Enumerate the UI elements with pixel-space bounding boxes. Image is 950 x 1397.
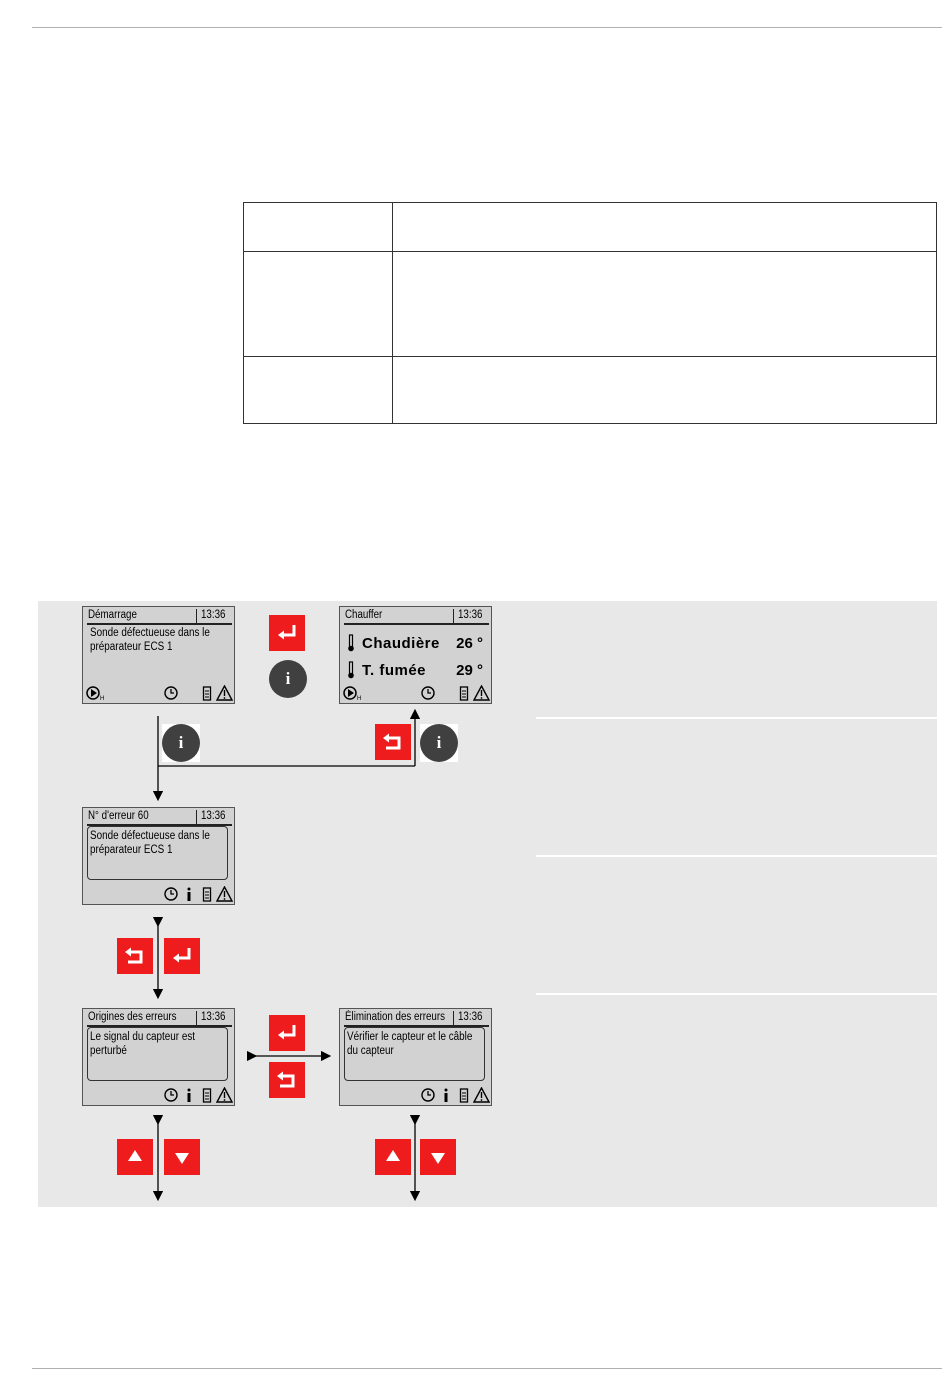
clock-icon [164, 685, 178, 701]
divider [453, 1011, 454, 1026]
screen-message: Le signal du capteur est perturbé [90, 1031, 196, 1057]
enter-icon [269, 615, 305, 651]
enter-button[interactable] [269, 1015, 305, 1051]
back-button[interactable] [117, 938, 153, 974]
screen-title: Élimination des erreurs [345, 1011, 445, 1023]
screen-message: Sonde défectueuse dans le préparateur ECS 1 [90, 627, 210, 653]
up-button[interactable] [117, 1139, 153, 1175]
battery-icon [202, 1087, 212, 1103]
boiler-label: Chaudière [362, 635, 440, 652]
arrow-up-icon [375, 1139, 411, 1175]
battery-icon [459, 685, 469, 701]
flue-temp-label: T. fumée [362, 662, 427, 679]
battery-icon [459, 1087, 469, 1103]
warning-icon [216, 886, 233, 902]
screen-title: Chauffer [345, 609, 383, 621]
info-icon: i [436, 733, 442, 752]
enter-icon [269, 1015, 305, 1051]
info-icon: i [285, 669, 291, 688]
screen-time: 13:36 [201, 810, 226, 822]
arrow-down-icon [164, 1139, 200, 1175]
divider [196, 1011, 197, 1026]
enter-icon [164, 938, 200, 974]
back-icon [269, 1062, 305, 1098]
clock-icon [421, 685, 435, 701]
divider [87, 623, 232, 625]
status-icons [340, 1087, 491, 1103]
down-button[interactable] [420, 1139, 456, 1175]
lcd-error-removal-screen [339, 1008, 492, 1106]
lcd-error-origins-screen [82, 1008, 235, 1106]
screen-time: 13:36 [458, 609, 483, 621]
divider [196, 609, 197, 624]
bottom-rule [32, 1368, 942, 1369]
warning-icon [473, 685, 490, 701]
lcd-heating-screen [339, 606, 492, 704]
play-h-icon [343, 685, 363, 701]
screen-time: 13:36 [201, 1011, 226, 1023]
screen-title: Origines des erreurs [88, 1011, 177, 1023]
info-icon [184, 886, 194, 902]
info-icon [184, 1087, 194, 1103]
divider [453, 609, 454, 624]
back-icon [375, 724, 411, 760]
divider [196, 810, 197, 825]
screen-title: N° d'erreur 60 [88, 810, 149, 822]
back-button[interactable] [269, 1062, 305, 1098]
info-button[interactable] [269, 660, 307, 698]
back-icon [117, 938, 153, 974]
enter-button[interactable] [269, 615, 305, 651]
info-button[interactable] [420, 724, 458, 762]
clock-icon [421, 1087, 435, 1103]
thermometer-icon [347, 634, 355, 652]
battery-icon [202, 886, 212, 902]
status-icons [83, 1087, 234, 1103]
screen-message: Sonde défectueuse dans le préparateur ECS 1 [90, 830, 210, 856]
arrow-up-icon [117, 1139, 153, 1175]
clock-icon [164, 1087, 178, 1103]
screen-title: Démarrage [88, 609, 137, 621]
lcd-startup-screen [82, 606, 235, 704]
info-button[interactable] [162, 724, 200, 762]
play-h-icon [86, 685, 106, 701]
boiler-value: 26 ° [456, 635, 483, 652]
divider [344, 623, 489, 625]
status-icons [83, 685, 234, 701]
info-icon [441, 1087, 451, 1103]
warning-icon [216, 1087, 233, 1103]
svg-text:H: H [100, 696, 105, 701]
up-button[interactable] [375, 1139, 411, 1175]
screen-message: Vérifier le capteur et le câble du capteur [347, 1031, 473, 1057]
svg-text:H: H [357, 696, 362, 701]
status-icons [83, 886, 234, 902]
back-button[interactable] [375, 724, 411, 760]
lcd-error-number-screen [82, 807, 235, 905]
screen-time: 13:36 [458, 1011, 483, 1023]
battery-icon [202, 685, 212, 701]
down-button[interactable] [164, 1139, 200, 1175]
screen-time: 13:36 [201, 609, 226, 621]
warning-icon [216, 685, 233, 701]
enter-button[interactable] [164, 938, 200, 974]
warning-icon [473, 1087, 490, 1103]
clock-icon [164, 886, 178, 902]
flue-temp-value: 29 ° [456, 662, 483, 679]
info-icon: i [178, 733, 184, 752]
arrow-down-icon [420, 1139, 456, 1175]
status-icons [340, 685, 491, 701]
thermometer-icon [347, 661, 355, 679]
